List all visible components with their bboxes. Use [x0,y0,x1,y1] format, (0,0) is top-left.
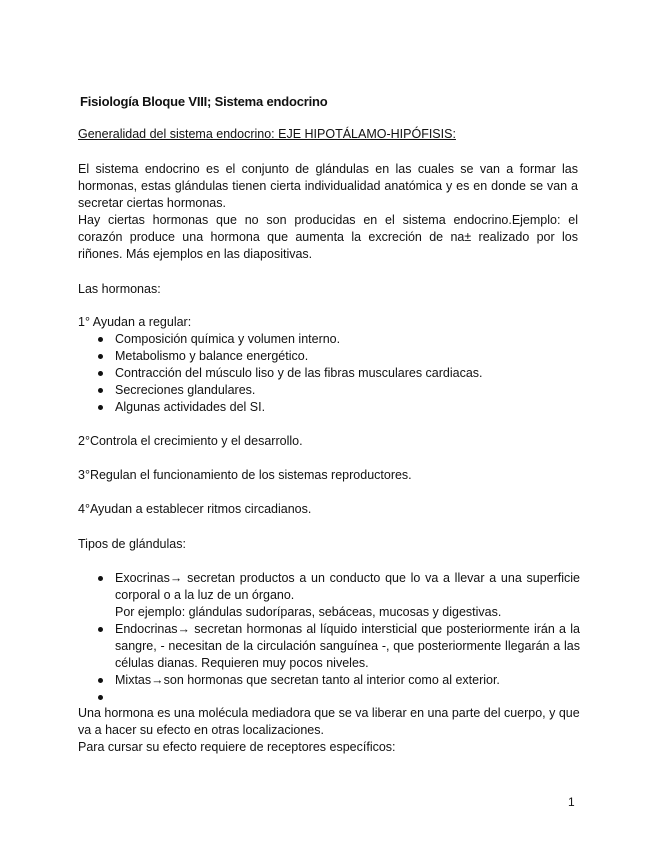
hormonas-label: Las hormonas: [78,282,161,296]
bullet-icon [98,337,103,342]
list-item [78,348,580,365]
list-item [78,331,580,348]
regular-label: 1° Ayudan a regular: [78,315,192,329]
list-item [78,672,580,689]
list-item-text: Exocrinas→ secretan productos a un conducto que lo va a llevar a una superficie corporal o a la luz de un órgano. [115,571,580,602]
list-item-empty [78,689,580,706]
bullet-icon [98,388,103,393]
list-item-text: Contracción del músculo liso y de las fibras musculares cardiacas. [115,366,483,380]
tipos-list [78,570,580,706]
list-item [78,570,580,604]
closing-paragraph: Una hormona es una molécula mediadora que se va liberar en una parte del cuerpo, y que va a hacer su efecto en otras localizaciones. [78,706,580,737]
tipos-label: Tipos de glándulas: [78,537,186,551]
point-2: 2°Controla el crecimiento y el desarrollo. [78,434,303,448]
list-item-text: Algunas actividades del SI. [115,400,266,414]
document-title: Fisiología Bloque VIII; Sistema endocrino [80,94,328,109]
list-item-text: Metabolismo y balance energético. [115,349,309,363]
closing-line: Para cursar su efecto requiere de receptores específicos: [78,740,396,754]
list-item-text: Endocrinas→ secretan hormonas al líquido intersticial que posteriormente irán a la sangre, - necesitan de la circulación sanguínea -, que posteriormente llegarán a las células dianas. Requieren muy pocos niveles. [115,622,580,670]
page-number: 1 [568,795,575,809]
list-item [78,399,580,416]
point-3: 3°Regulan el funcionamiento de los sistemas reproductores. [78,468,412,482]
list-item-text: Secreciones glandulares. [115,383,256,397]
list-item [78,365,580,382]
bullet-icon [98,695,103,700]
point-4: 4°Ayudan a establecer ritmos circadianos. [78,502,312,516]
bullet-icon [98,371,103,376]
bullet-icon [98,354,103,359]
list-item-text: Composición química y volumen interno. [115,332,341,346]
intro-paragraph: El sistema endocrino es el conjunto de glándulas en las cuales se van a formar las hormonas, estas glándulas tienen cierta individualidad anatómica y es en donde se van a secretar ciertas hormonas. [78,162,578,210]
bullet-icon [98,405,103,410]
list-item-continuation [78,604,580,621]
bullet-icon [98,627,103,632]
list-item-text: Por ejemplo: glándulas sudoríparas, sebáceas, mucosas y digestivas. [115,605,502,619]
list-item [78,621,580,672]
section-heading: Generalidad del sistema endocrino: EJE HIPOTÁLAMO-HIPÓFISIS: [78,127,456,141]
list-item [78,382,580,399]
intro-paragraph-2: Hay ciertas hormonas que no son producidas en el sistema endocrino.Ejemplo: el corazón produce una hormona que aumenta la excreción de na± realizado por los riñones. Más ejemplos en las diapositivas. [78,213,578,261]
bullet-icon [98,576,103,581]
list-item-text: Mixtas→son hormonas que secretan tanto al interior como al exterior. [115,673,500,687]
regular-list [78,331,580,416]
bullet-icon [98,678,103,683]
